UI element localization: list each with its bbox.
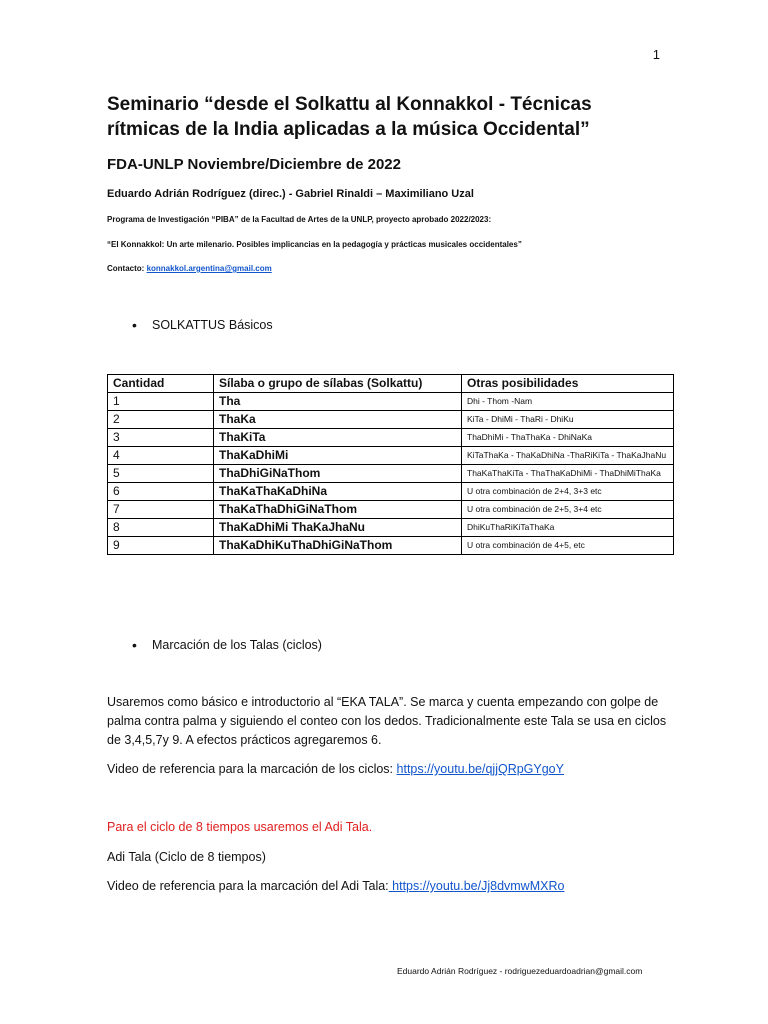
cell-alternatives: U otra combinación de 2+5, 3+4 etc (462, 501, 674, 519)
contact-email-link[interactable]: konnakkol.argentina@gmail.com (146, 264, 272, 273)
cell-syllable: ThaKaThaDhiGiNaThom (214, 501, 462, 519)
document-subtitle: FDA-UNLP Noviembre/Diciembre de 2022 (107, 156, 401, 173)
eka-tala-paragraph: Usaremos como básico e introductorio al “EKA TALA”. Se marca y cuenta empezando con golpe de palma contra palma y siguiendo el conteo con los dedos. Tradicionalmente este Tala se usa en ciclos de 3,4,5,7y 9. A efectos prácticos agregaremos 6. (107, 695, 667, 747)
table-row (108, 483, 674, 501)
cell-syllable: ThaDhiGiNaThom (214, 465, 462, 483)
cell-quantity: 7 (108, 501, 214, 519)
table-row (108, 501, 674, 519)
cell-alternatives: U otra combinación de 4+5, etc (462, 537, 674, 555)
cell-quantity: 5 (108, 465, 214, 483)
cell-alternatives: ThaDhiMi - ThaThaKa - DhiNaKa (462, 429, 674, 447)
section-heading: SOLKATTUS Básicos (152, 318, 273, 332)
cell-quantity: 3 (108, 429, 214, 447)
adi-tala-heading: Adi Tala (Ciclo de 8 tiempos) (107, 850, 266, 864)
video-reference-cycles (107, 760, 667, 779)
cell-quantity: 9 (108, 537, 214, 555)
column-header: Sílaba o grupo de sílabas (Solkattu) (214, 375, 462, 393)
cell-quantity: 1 (108, 393, 214, 411)
cell-syllable: ThaKaDhiMi ThaKaJhaNu (214, 519, 462, 537)
youtube-link-cycles[interactable]: https://youtu.be/qjjQRpGYgoY (396, 762, 564, 776)
project-title: “El Konnakkol: Un arte milenario. Posibles implicancias en la pedagogía y prácticas musicales occidentales” (107, 240, 522, 249)
cell-quantity: 6 (108, 483, 214, 501)
bullet-icon: • (132, 317, 137, 333)
table-row (108, 429, 674, 447)
table-row (108, 537, 674, 555)
cell-syllable: Tha (214, 393, 462, 411)
cell-syllable: ThaKaDhiMi (214, 447, 462, 465)
cell-syllable: ThaKiTa (214, 429, 462, 447)
cell-quantity: 4 (108, 447, 214, 465)
video-label: Video de referencia para la marcación de los ciclos: (107, 762, 397, 776)
document-title: Seminario “desde el Solkattu al Konnakkol - Técnicas rítmicas de la India aplicadas a la música Occidental” (107, 94, 592, 140)
cell-alternatives: DhiKuThaRiKiTaThaKa (462, 519, 674, 537)
column-header: Cantidad (108, 375, 214, 393)
cell-syllable: ThaKa (214, 411, 462, 429)
table-row (108, 465, 674, 483)
authors-line: Eduardo Adrián Rodríguez (direc.) - Gabriel Rinaldi – Maximiliano Uzal (107, 188, 474, 200)
contact-label: Contacto: (107, 264, 147, 273)
cell-alternatives: U otra combinación de 2+4, 3+3 etc (462, 483, 674, 501)
cell-quantity: 8 (108, 519, 214, 537)
contact-line (107, 264, 272, 273)
table-row (108, 447, 674, 465)
cell-quantity: 2 (108, 411, 214, 429)
bullet-icon: • (132, 637, 137, 653)
section-heading: Marcación de los Talas (ciclos) (152, 638, 322, 652)
adi-tala-note: Para el ciclo de 8 tiempos usaremos el Adi Tala. (107, 820, 373, 834)
cell-alternatives: KiTa - DhiMi - ThaRi - DhiKu (462, 411, 674, 429)
solkattu-table (107, 374, 674, 555)
table-row (108, 519, 674, 537)
video-label: Video de referencia para la marcación del Adi Tala: (107, 879, 389, 893)
cell-alternatives: KiTaThaKa - ThaKaDhiNa -ThaRiKiTa - ThaKaJhaNu (462, 447, 674, 465)
program-line: Programa de Investigación “PIBA” de la Facultad de Artes de la UNLP, proyecto aprobado 2022/2023: (107, 215, 492, 224)
cell-syllable: ThaKaDhiKuThaDhiGiNaThom (214, 537, 462, 555)
table-row (108, 411, 674, 429)
table-header-row (108, 375, 674, 393)
page-number: 1 (652, 47, 660, 62)
youtube-link-adi[interactable]: https://youtu.be/Jj8dvmwMXRo (388, 879, 565, 893)
cell-syllable: ThaKaThaKaDhiNa (214, 483, 462, 501)
table-row (108, 393, 674, 411)
video-reference-adi (107, 877, 667, 896)
cell-alternatives: Dhi - Thom -Nam (462, 393, 674, 411)
page-footer: Eduardo Adrián Rodríguez - rodriguezeduardoadrian@gmail.com (397, 966, 643, 976)
column-header: Otras posibilidades (462, 375, 674, 393)
cell-alternatives: ThaKaThaKiTa - ThaThaKaDhiMi - ThaDhiMiThaKa (462, 465, 674, 483)
